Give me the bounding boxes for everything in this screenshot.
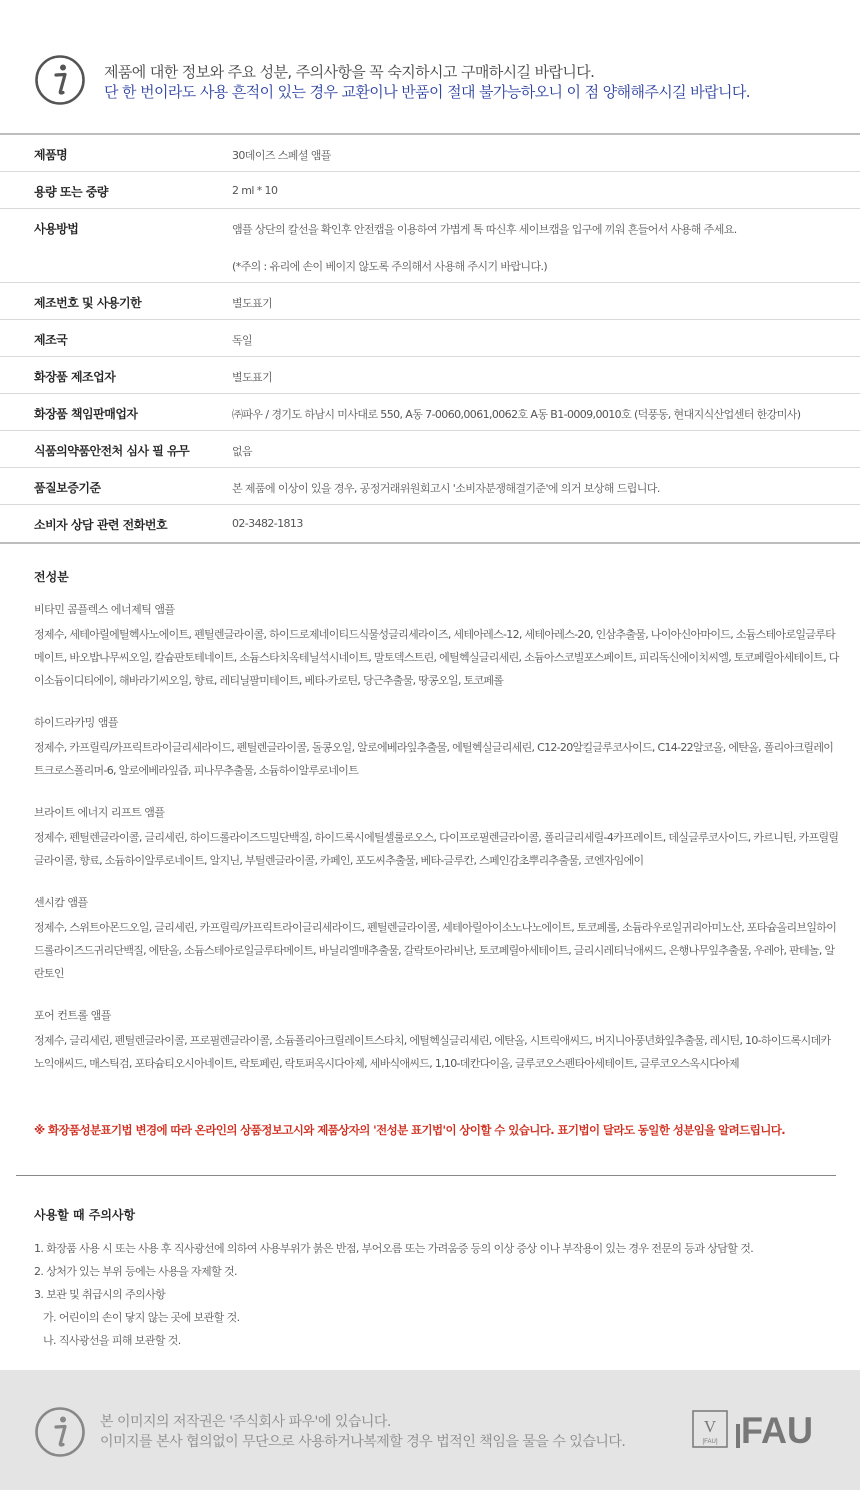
caution-item: 1. 화장품 사용 시 또는 사용 후 직사광선에 의하여 사용부위가 붉은 반점, 부어오름 또는 가려움증 등의 이상 증상 이나 부작용이 있는 경우 전문의 등과 상담할 것. xyxy=(34,1242,754,1255)
row-label: 사용방법 xyxy=(34,222,79,236)
notice-line-2: 단 한 번이라도 사용 흔적이 있는 경우 교환이나 반품이 절대 불가능하오니 이 점 양해해주시길 바랍니다. xyxy=(104,83,750,101)
row-label: 제조번호 및 사용기한 xyxy=(34,296,142,310)
product-name: 하이드라카밍 앰플 xyxy=(34,716,119,729)
row-label: 제조국 xyxy=(34,333,68,347)
product-name: 포어 컨트롤 앰플 xyxy=(34,1009,111,1022)
caution-item: 2. 상처가 있는 부위 등에는 사용을 자제할 것. xyxy=(34,1265,237,1278)
caution-sub-item: 가. 어린이의 손이 닿지 않는 곳에 보관할 것. xyxy=(43,1311,240,1324)
logo-text: FAU xyxy=(741,1410,813,1448)
row-label: 소비자 상담 관련 전화번호 xyxy=(34,518,168,532)
caution-sub-item: 나. 직사광선을 피해 보관할 것. xyxy=(43,1334,181,1347)
ingredient-product xyxy=(34,602,839,692)
table-row xyxy=(0,320,860,357)
section-divider xyxy=(16,1175,836,1176)
notice-line-1: 제품에 대한 정보와 주요 성분, 주의사항을 꼭 숙지하시고 구매하시길 바랍니다. xyxy=(104,63,595,81)
product-name: 센시캄 앰플 xyxy=(34,896,88,909)
product-ingredients: 정제수, 펜틸렌글라이콜, 글리세린, 하이드롤라이즈드밀단백질, 하이드록시에틸셀룰로오스, 다이프로필렌글라이콜, 폴리글리세릴-4카프레이트, 데실글루코사이드, 카르니틴, 카프릴릴글라이콜, 향료, 소듐하이알루로네이트, 알지닌, 부틸렌글라이콜, 카페인, 포도씨추출물, 베타-글루칸, 스페인감초뿌리추출물, 코엔자임에이 xyxy=(34,831,839,867)
product-ingredients: 정제수, 세테아릴에틸헥사노에이트, 펜틸렌글라이콜, 하이드로제네이티드식물성글리세라이즈, 세테아레스-12, 세테아레스-20, 인삼추출물, 나이아신아마이드, 소듐스테아로일글루타메이트, 바오밥나무씨오일, 칼슘판토테네이트, 소듐스타치옥테닐석시네이트, 말토덱스트린, 에틸헥실글리세린, 소듐아스코빌포스페이트, 피리독신에이치씨엘, 토코페릴아세테이트, 다이소듐이디티에이, 해바라기씨오일, 향료, 레티닐팔미테이트, 베타-카로틴, 당근추출물, 땅콩오일, 토코페롤 xyxy=(34,628,839,687)
product-name: 브라이트 에너지 리프트 앰플 xyxy=(34,806,165,819)
ingredient-product xyxy=(34,895,837,985)
row-value: 없음 xyxy=(232,445,253,458)
product-info-table xyxy=(0,133,860,544)
row-label: 품질보증기준 xyxy=(34,481,101,495)
caution-title: 사용할 때 주의사항 xyxy=(34,1208,136,1222)
copyright-footer xyxy=(0,1370,860,1490)
ingredients-section xyxy=(34,568,839,1098)
table-row xyxy=(0,209,860,283)
ingredient-notation-warning: ※ 화장품성분표기법 변경에 따라 온라인의 상품정보고시와 제품상자의 '전성분 표기법'이 상이할 수 있습니다. 표기법이 달라도 동일한 성분임을 알려드립니다. xyxy=(34,1123,785,1137)
ingredient-product xyxy=(34,805,839,872)
table-row xyxy=(0,135,860,172)
row-label: 화장품 제조업자 xyxy=(34,370,116,384)
table-row xyxy=(0,283,860,320)
row-value: 별도표기 xyxy=(232,371,273,384)
notice-banner xyxy=(0,0,860,133)
info-icon xyxy=(34,1406,86,1458)
row-value: ㈜파우 / 경기도 하남시 미사대로 550, A동 7-0060,0061,0062호 A동 B1-0009,0010호 (덕풍동, 현대지식산업센터 한강미사) xyxy=(232,408,801,421)
row-value: 별도표기 xyxy=(232,297,273,310)
row-label: 용량 또는 중량 xyxy=(34,185,108,199)
product-ingredients: 정제수, 카프릴릭/카프릭트라이글리세라이드, 펜틸렌글라이콜, 돌콩오일, 알로에베라잎추출물, 에틸헥실글리세린, C12-20알킬글루코사이드, C14-22알코올, 에탄올, 폴리아크릴레이트크로스폴리머-6, 알로에베라잎즙, 피나무추출물, 소듐하이알루로네이트 xyxy=(34,741,834,777)
product-ingredients: 정제수, 글리세린, 펜틸렌글라이콜, 프로필렌글라이콜, 소듐폴리아크릴레이트스타치, 에틸헥실글리세린, 에탄올, 시트릭애씨드, 버지니아풍년화잎추출물, 레시틴, 10-하이드록시데카노익애씨드, 매스틱검, 포타슘티오시아네이트, 락토페린, 락토퍼옥시다아제, 세바식애씨드, 1,10-데칸다이올, 글루코오스펜타아세테이트, 글루코오스옥시다아제 xyxy=(34,1034,831,1070)
row-value: 30데이즈 스페셜 앰플 xyxy=(232,149,331,162)
caution-section xyxy=(34,1206,834,1352)
info-icon xyxy=(34,54,86,106)
product-ingredients: 정제수, 스위트아몬드오일, 글리세린, 카프릴릭/카프릭트라이글리세라이드, 펜틸렌글라이콜, 세테아릴아이소노나노에이트, 토코페롤, 소듐라우로일귀리아미노산, 포타슘올리브일하이드롤라이즈드귀리단백질, 에탄올, 소듐스테아로일글루타메이트, 바닐리엘매추출물, 갈락토아라비난, 토코페릴아세테이트, 글리시레티닉애씨드, 은행나무잎추출물, 우레아, 판테놀, 알란토인 xyxy=(34,921,837,980)
ingredient-product xyxy=(34,715,834,782)
copyright-line-1: 본 이미지의 저작권은 '주식회사 파우'에 있습니다. xyxy=(100,1414,391,1430)
table-row xyxy=(0,468,860,505)
row-value-note: (*주의 : 유리에 손이 베이지 않도록 주의해서 사용해 주시기 바랍니다.) xyxy=(232,260,548,273)
row-value: 본 제품에 이상이 있을 경우, 공정거래위원회고시 '소비자분쟁해결기준'에 의거 보상해 드립니다. xyxy=(232,482,660,495)
table-row xyxy=(0,357,860,394)
ingredients-title: 전성분 xyxy=(34,570,69,584)
table-row xyxy=(0,431,860,468)
table-row xyxy=(0,172,860,209)
row-value: 02-3482-1813 xyxy=(232,517,303,530)
logo-sub: [FAU] xyxy=(702,1439,718,1445)
table-row xyxy=(0,505,860,542)
logo-mark: V xyxy=(703,1417,717,1436)
copyright-line-2: 이미지를 본사 협의없이 무단으로 사용하거나복제할 경우 법적인 책임을 물을 수 있습니다. xyxy=(100,1434,626,1450)
row-label: 제품명 xyxy=(34,148,68,162)
table-row xyxy=(0,394,860,431)
caution-item: 3. 보관 및 취급시의 주의사항 xyxy=(34,1288,166,1301)
ingredient-product xyxy=(34,1008,834,1075)
fau-logo xyxy=(692,1410,814,1448)
row-value: 독일 xyxy=(232,334,253,347)
row-value: 2 ml * 10 xyxy=(232,184,278,197)
row-label: 화장품 책임판매업자 xyxy=(34,407,138,421)
row-label: 식품의약품안전처 심사 필 유무 xyxy=(34,444,190,458)
row-value: 앰플 상단의 칼선을 확인후 안전캡을 이용하여 가볍게 톡 따신후 세이브캡을 입구에 끼워 흔들어서 사용해 주세요. xyxy=(232,223,737,236)
product-name: 비타민 콤플렉스 에너제틱 앰플 xyxy=(34,603,175,616)
